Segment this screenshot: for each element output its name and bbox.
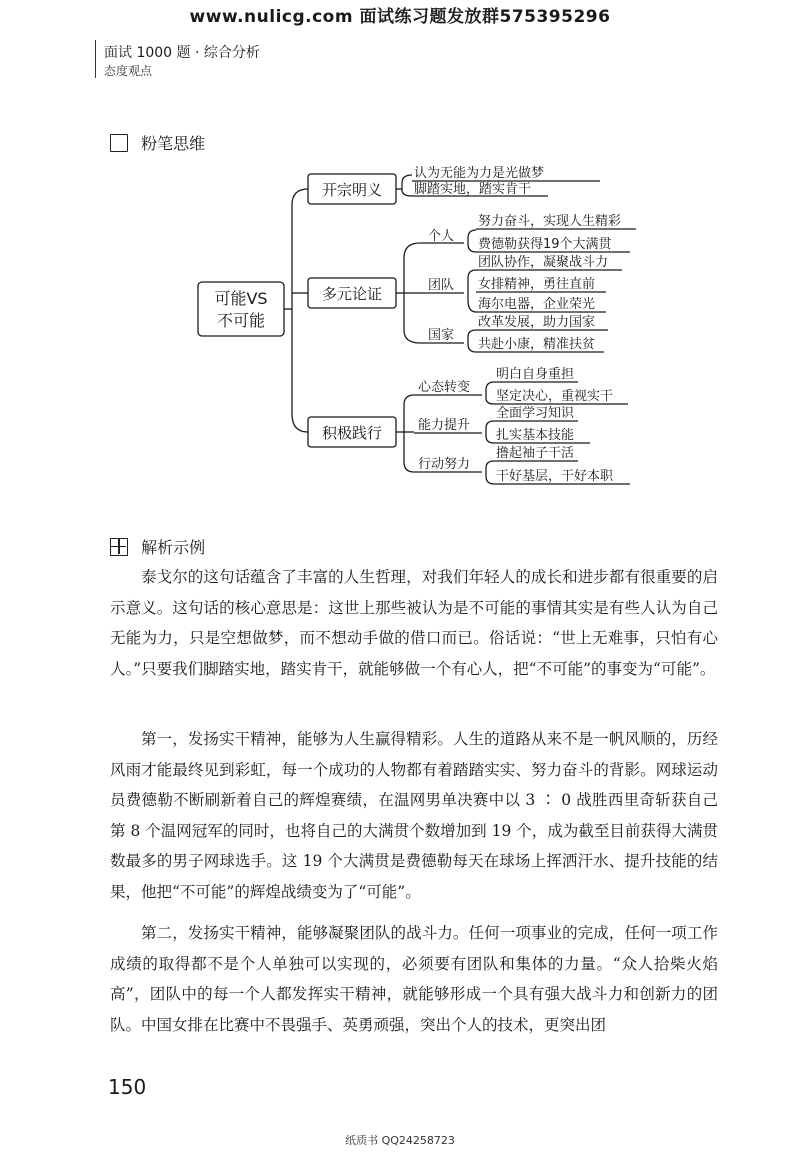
b2-leaf-2-3: 海尔电器，企业荣光 [478,297,596,312]
root-line-2: 不可能 [216,311,266,330]
b2-sub-1: 个人 [428,229,455,244]
b2-leaf-1-1: 努力奋斗，实现人生精彩 [478,214,622,229]
b3-leaf-1-1: 明白自身重担 [496,367,575,382]
b2-leaf-1-2: 费德勒获得19个大满贯 [478,237,612,252]
b2-leaf-2-2: 女排精神，勇往直前 [478,277,596,292]
mindmap-title: 粉笔思维 [141,134,206,153]
b3-leaf-3-1: 撸起袖子干活 [496,446,575,461]
b3-leaf-1-2: 坚定决心，重视实干 [496,389,614,404]
branch-3-label: 积极践行 [321,424,383,442]
b3-sub-3: 行动努力 [418,457,471,472]
b2-sub-3: 国家 [428,328,455,343]
b2-leaf-2-1: 团队协作，凝聚战斗力 [478,255,609,270]
b2-leaf-3-1: 改革发展，助力国家 [478,315,596,330]
paragraph-3: 第二，发扬实干精神，能够凝聚团队的战斗力。任何一项事业的完成，任何一项工作成绩的取得都不是个人单独可以实现的，必须要有团队和集体的力量。“众人拾柴火焰高”，团队中的每一个人都发挥实干精神，就能够形成一个具有强大战斗力和创新力的团队。中国女排在比赛中不畏强手、英勇顽强，突出个人的技术，更突出团 [110,924,718,1034]
mindmap-diagram [0,0,800,520]
top-banner: www.nulicg.com 面试练习题发放群575395296 [189,7,611,27]
b3-leaf-3-2: 干好基层，干好本职 [496,469,614,484]
b1-bracket [402,175,412,196]
analysis-title-row [110,535,205,558]
b1-leaf-1: 认为无能为力是光做梦 [414,166,545,181]
b2-leaf-3-2: 共赴小康，精准扶贫 [478,337,596,352]
b3-leaf-2-2: 扎实基本技能 [496,428,575,443]
b1-leaf-2: 脚踏实地，踏实肯干 [414,182,532,197]
header-book-title: 面试 1000 题 · 综合分析 [104,45,260,61]
b2-sub-2: 团队 [428,278,455,293]
branch-2-label: 多元论证 [321,285,383,303]
analysis-title: 解析示例 [141,538,206,557]
b3-sub-1: 心态转变 [418,380,471,395]
paragraph-2: 第一，发扬实干精神，能够为人生赢得精彩。人生的道路从来不是一帆风顺的，历经风雨才能最终见到彩虹，每一个成功的人物都有着踏踏实实、努力奋斗的背影。网球运动员费德勒不断刷新着自己的辉煌赛绩，在温网男单决赛中以 3 ∶ 0 战胜西里奇斩获自己第 8 个温网冠军的同时，也将自己的大满贯个数增加到 19 个，成为截至目前获得大满贯数最多的男子网球选手。这 19 个大满贯是费德勒每天在球场上挥洒汗水、提升技能的结果，他把“不可能”的辉煌战绩变为了“可能”。 [110,730,718,901]
root-line-1: 可能VS [214,289,268,308]
footer-text: 纸质书 QQ24258723 [345,1134,455,1147]
root-bracket [292,189,308,432]
branch-1-label: 开宗明义 [321,181,383,199]
header-section: 态度观点 [104,64,153,78]
grid-icon [110,538,128,556]
b3-bracket [404,395,414,472]
b3-leaf-2-1: 全面学习知识 [496,406,575,421]
b3-sub-2: 能力提升 [418,418,471,433]
paragraph-1: 泰戈尔的这句话蕴含了丰富的人生哲理，对我们年轻人的成长和进步都有很重要的启示意义。这句话的核心意思是：这世上那些被认为是不可能的事情其实是有些人认为自己无能为力，只是空想做梦，而不想动手做的借口而已。俗话说：“世上无难事，只怕有心人。”只要我们脚踏实地，踏实肯干，就能够做一个有心人，把“不可能”的事变为“可能”。 [110,568,718,678]
page-number: 150 [108,1075,147,1099]
